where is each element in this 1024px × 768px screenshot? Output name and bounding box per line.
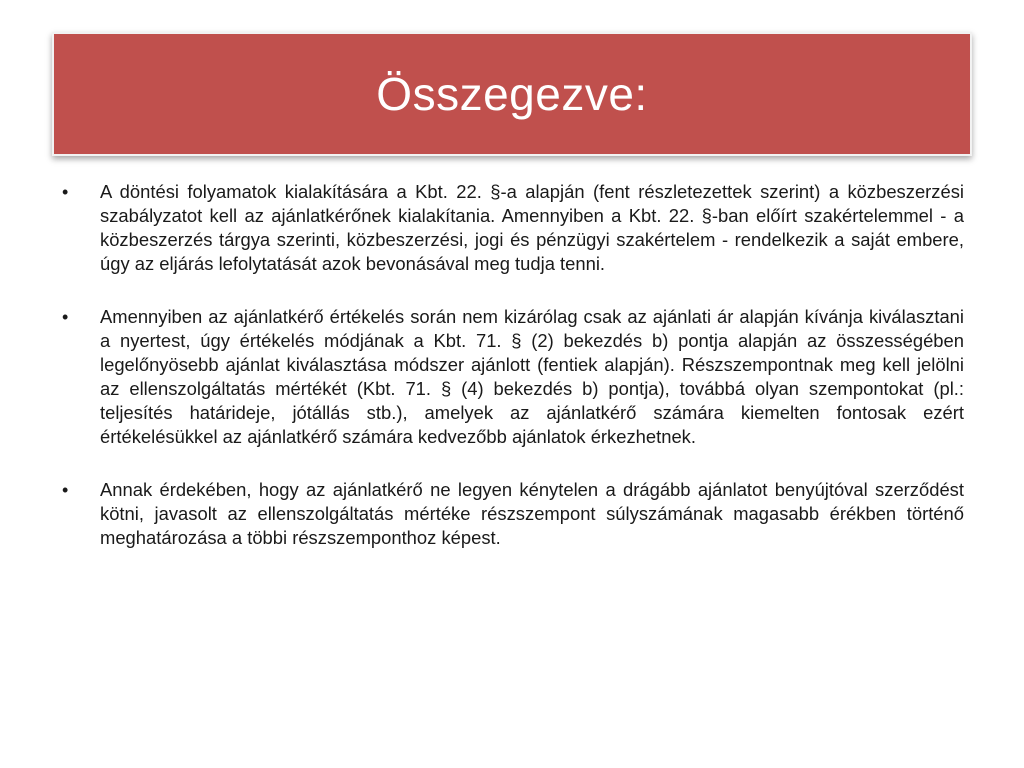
- bullet-item: [58, 478, 964, 550]
- bullet-list: [58, 180, 964, 579]
- title-banner: [52, 32, 972, 156]
- bullet-item: [58, 305, 964, 449]
- slide-title: Összegezve:: [376, 68, 648, 120]
- bullet-text: Amennyiben az ajánlatkérő értékelés során nem kizárólag csak az ajánlati ár alapján kívánja kiválasztani a nyertest, úgy értékelés módjának a Kbt. 71. § (2) bekezdés b) pontja alapján az összességében legelőnyösebb ajánlat kiválasztása módszer ajánlott (fentiek alapján). Részszempontnak meg kell jelölni az ellenszolgáltatás mértékét (Kbt. 71. § (4) bekezdés b) pontja), továbbá olyan szempontokat (pl.: teljesítés határideje, jótállás stb.), amelyek az ajánlatkérő számára kiemelten fontosak ezért értékelésükkel az ajánlatkérő számára kedvezőbb ajánlatok érkezhetnek.: [100, 306, 964, 447]
- bullet-item: [58, 180, 964, 276]
- bullet-dot-icon: •: [62, 480, 69, 500]
- bullet-dot-icon: •: [62, 182, 69, 202]
- bullet-text: Annak érdekében, hogy az ajánlatkérő ne legyen kénytelen a drágább ajánlatot benyújtóval szerződést kötni, javasolt az ellenszolgáltatás mértéke részszempont súlyszámának magasabb érékben történő meghatározása a többi részszemponthoz képest.: [100, 479, 964, 548]
- bullet-text: A döntési folyamatok kialakítására a Kbt. 22. §-a alapján (fent részletezettek szerint) a közbeszerzési szabályzatot kell az ajánlatkérőnek kialakítania. Amennyiben a Kbt. 22. §-ban előírt szakértelemmel - a közbeszerzés tárgya szerinti, közbeszerzési, jogi és pénzügyi szakértelem - rendelkezik a saját embere, úgy az eljárás lefolytatását azok bevonásával meg tudja tenni.: [100, 181, 964, 274]
- bullet-dot-icon: •: [62, 307, 69, 327]
